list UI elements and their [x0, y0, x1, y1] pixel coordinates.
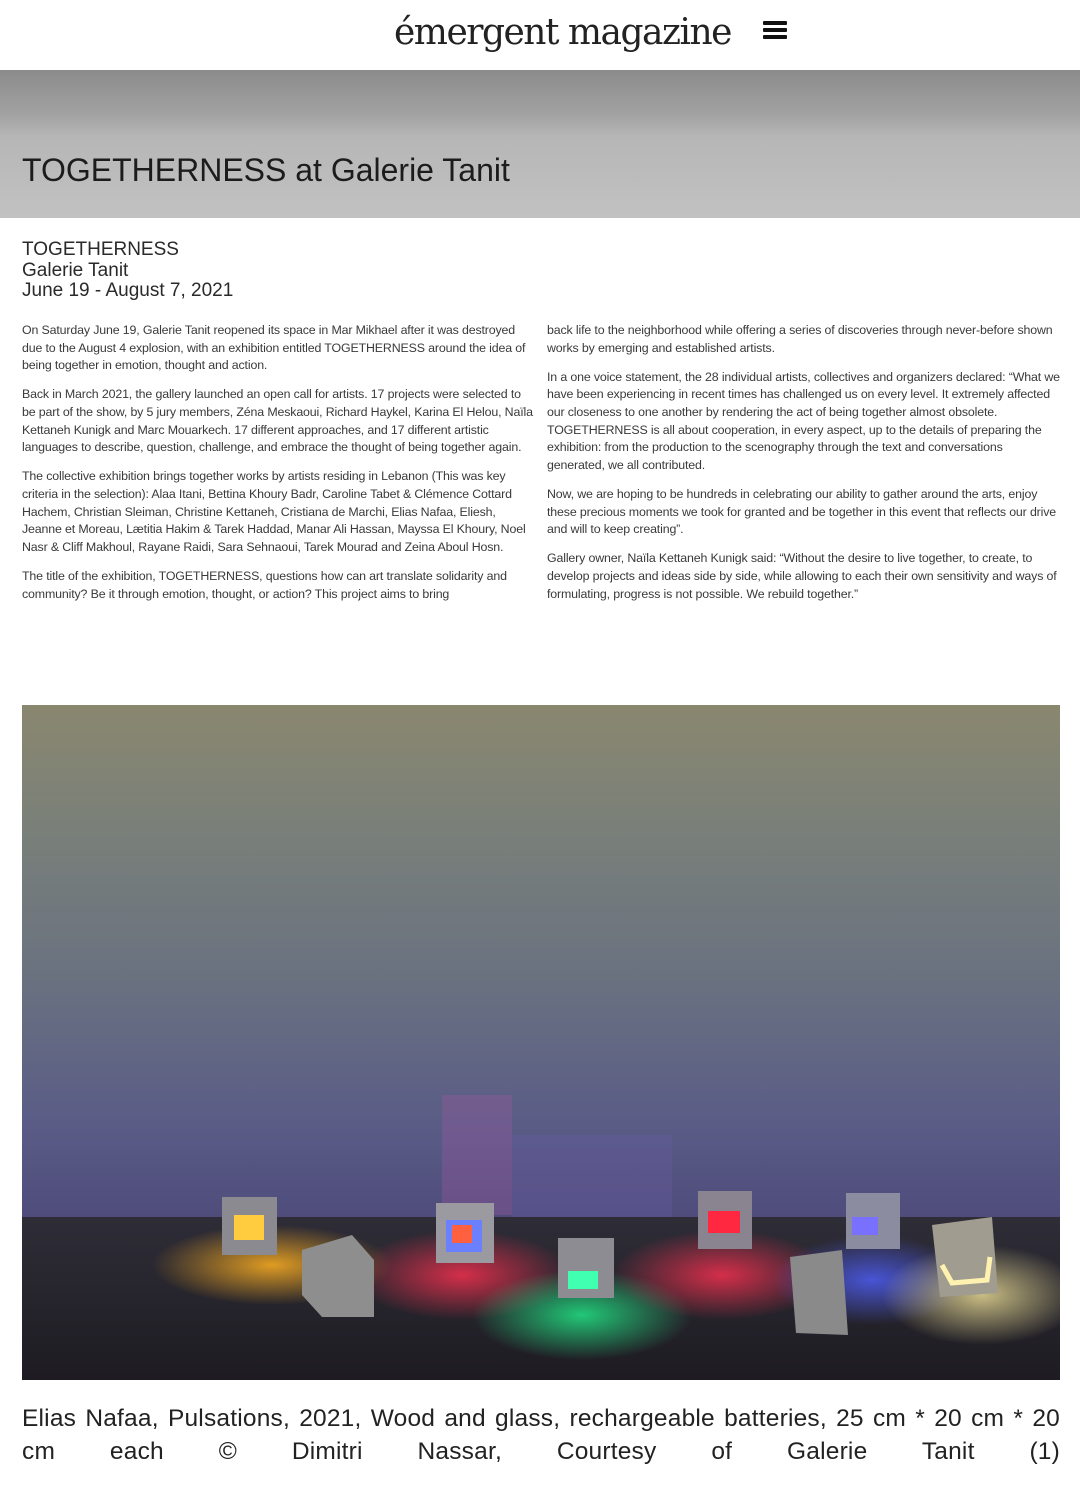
exhibition-venue: Galerie Tanit	[22, 259, 129, 281]
article-paragraph: The collective exhibition brings together works by artists residing in Lebanon (This was key criteria in the selection): Alaa Itani, Bettina Khoury Badr, Caroline Tabet & Clémence Cottard Hachem, Christian Sleiman, Christine Kettaneh, Cristiana de Marchi, Elias Nafaa, Eliesh, Jeanne et Moreau, Lætitia Hakim & Tarek Haddad, Manar Ali Hassan, Mayssa El Khoury, Noel Nasr & Cliff Makhoul, Rayane Raidi, Sara Sehnaoui, Tarek Mourad and Zeina Aboul Hosn.	[22, 469, 526, 554]
cube	[558, 1238, 614, 1298]
article-column-left	[22, 322, 536, 615]
menu-bar	[763, 35, 787, 39]
menu-bar	[763, 21, 787, 25]
exhibition-meta	[22, 240, 233, 302]
cube	[436, 1203, 494, 1263]
cube	[932, 1217, 998, 1297]
article-column-right	[547, 322, 1061, 615]
exhibition-name: TOGETHERNESS	[22, 239, 179, 260]
cube	[698, 1191, 752, 1249]
article-paragraph: Now, we are hoping to be hundreds in celebrating our ability to gather around the arts, enjoy these precious moments we took for granted and be together in this event that reflects our drive and will to keep creating”.	[547, 486, 1057, 537]
article-paragraph: The title of the exhibition, TOGETHERNESS, questions how can art translate solidarity and community? Be it through emotion, thought, or action? This project aims to bring	[22, 568, 507, 601]
article-paragraph: Back in March 2021, the gallery launched an open call for artists. 17 projects were selected to be part of the show, by 5 jury members, Zéna Meskaoui, Richard Haykel, Karina El Helou, Naïla Kettaneh Kunigk and Marc Mouarkech. 17 different approaches, and 17 different artistic languages to describe, question, challenge, and embrace the thought of being together again.	[22, 387, 533, 455]
artwork-illustration	[22, 705, 1060, 1380]
cube	[790, 1250, 848, 1335]
article-paragraph: back life to the neighborhood while offering a series of discoveries through never-before shown works by emerging and established artists.	[547, 323, 1053, 355]
artwork-photo[interactable]	[22, 705, 1060, 1380]
cube	[222, 1197, 277, 1255]
exhibition-dates: June 19 - August 7, 2021	[22, 280, 234, 301]
figure-caption: Elias Nafaa, Pulsations, 2021, Wood and glass, rechargeable batteries, 25 cm * 20 cm * 20 cm each © Dimitri Nassar, Courtesy of Galerie Tanit (1)	[22, 1405, 1060, 1465]
hamburger-menu-icon[interactable]	[760, 18, 790, 44]
site-logo[interactable]: émergent magazine	[394, 12, 731, 53]
menu-bar	[763, 28, 787, 32]
site-header	[0, 0, 1080, 70]
hero-banner	[0, 70, 1080, 218]
cube	[846, 1193, 900, 1249]
page-title: TOGETHERNESS at Galerie Tanit	[22, 152, 510, 188]
article-paragraph: On Saturday June 19, Galerie Tanit reopened its space in Mar Mikhael after it was destroyed due to the August 4 explosion, with an exhibition entitled TOGETHERNESS around the idea of being together in emotion, thought and action.	[22, 323, 526, 373]
article-paragraph: Gallery owner, Naïla Kettaneh Kunigk said: “Without the desire to live together, to create, to develop projects and ideas side by side, while allowing to each their own sensitivity and ways of formulating, progress is not possible. We rebuild together.”	[547, 551, 1057, 601]
article-paragraph: In a one voice statement, the 28 individual artists, collectives and organizers declared: “What we have been experiencing in recent times has challenged us on every level. It extremely affected our closeness to one another by rendering the act of being together almost obsolete. TOGETHERNESS is all about cooperation, in every aspect, up to the details of preparing the exhibition: from the production to the scenography through the text and conversations generated, we all contributed.	[547, 369, 1060, 472]
